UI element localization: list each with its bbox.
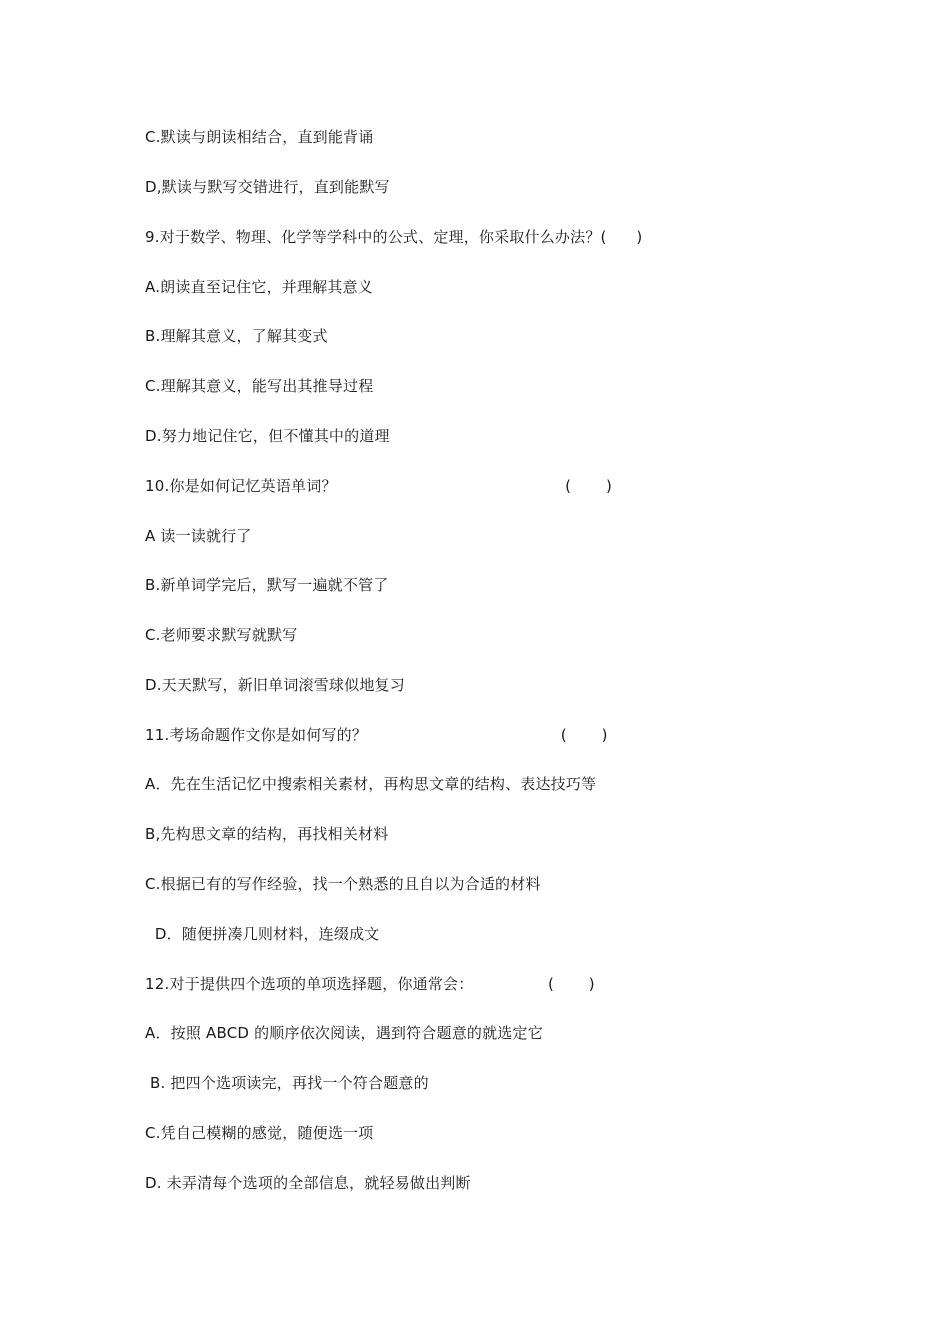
option-12d: D. 未弄清每个选项的全部信息，就轻易做出判断: [145, 1174, 471, 1192]
option-10d: D.天天默写，新旧单词滚雪球似地复习: [145, 676, 405, 694]
option-9d: D.努力地记住它，但不懂其中的道理: [145, 427, 390, 445]
option-12a: A．按照 ABCD 的顺序依次阅读，遇到符合题意的就选定它: [145, 1024, 543, 1042]
option-9b: B.理解其意义，了解其变式: [145, 327, 328, 345]
question-10: 10.你是如何记忆英语单词？ ( ): [145, 477, 613, 495]
option-10a: A 读一读就行了: [145, 527, 252, 545]
option-12c: C.凭自己模糊的感觉，随便选一项: [145, 1124, 374, 1142]
option-10b: B.新单词学完后，默写一遍就不管了: [145, 576, 389, 594]
option-9a: A.朗读直至记住它，并理解其意义: [145, 278, 373, 296]
option-11b: B,先构思文章的结构，再找相关材料: [145, 825, 389, 843]
option-11c: C.根据已有的写作经验，找一个熟悉的且自以为合适的材料: [145, 875, 541, 893]
option-11d: D．随便拼凑几则材料，连缀成文: [145, 925, 380, 943]
option-10c: C.老师要求默写就默写: [145, 626, 298, 644]
option-11a: A．先在生活记忆中搜索相关素材，再构思文章的结构、表达技巧等: [145, 775, 597, 793]
option-12b: B. 把四个选项读完，再找一个符合题意的: [145, 1074, 429, 1092]
question-12: 12.对于提供四个选项的单项选择题，你通常会： ( ): [145, 975, 595, 993]
question-11: 11.考场命题作文你是如何写的？ ( ): [145, 726, 608, 744]
option-8c: C.默读与朗读相结合，直到能背诵: [145, 128, 374, 146]
option-8d: D,默读与默写交错进行，直到能默写: [145, 178, 390, 196]
question-9: 9.对于数学、物理、化学等学科中的公式、定理，你采取什么办法？( ): [145, 228, 643, 246]
option-9c: C.理解其意义，能写出其推导过程: [145, 377, 374, 395]
